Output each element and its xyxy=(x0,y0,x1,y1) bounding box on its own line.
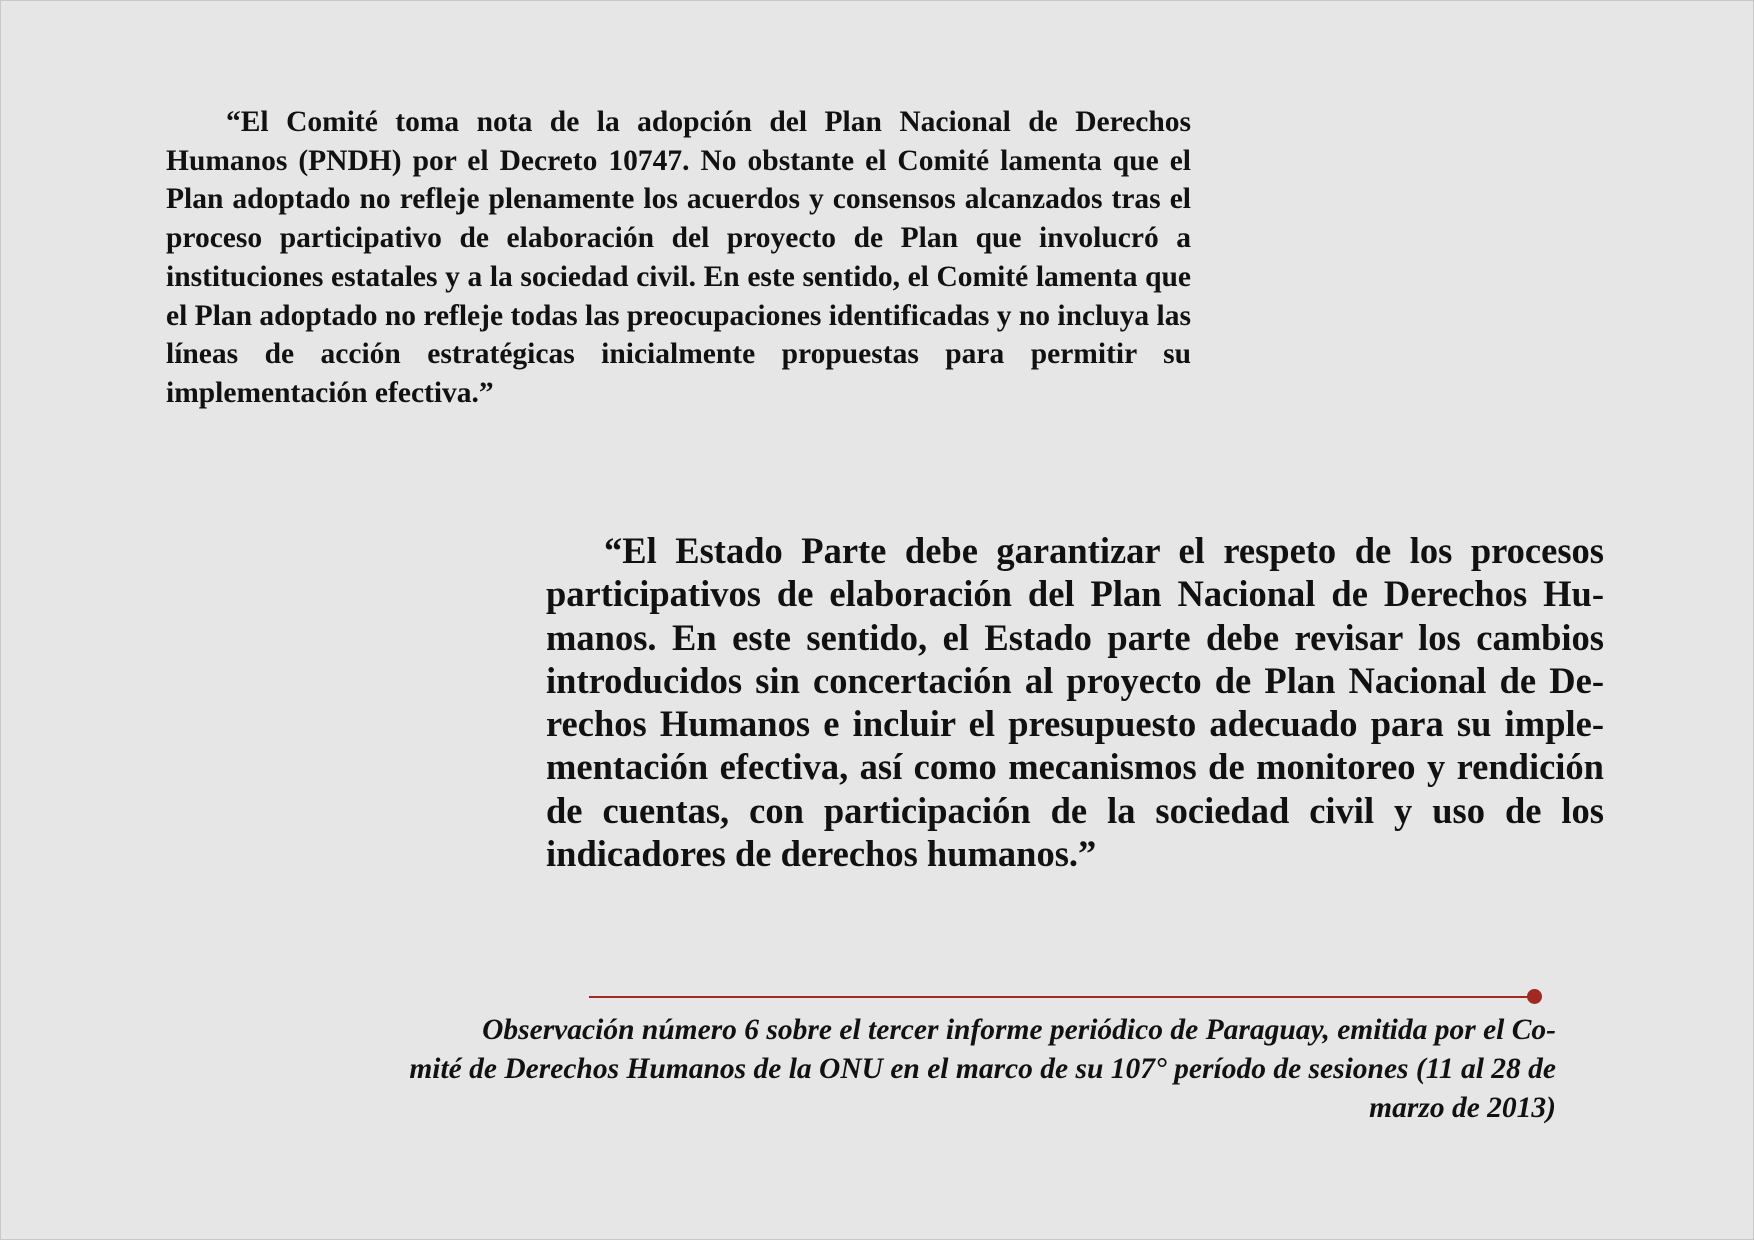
citation-divider-line xyxy=(589,996,1537,998)
committee-note-quote: “El Comité toma nota de la adopción del Plan Nacional de Derechos Humanos (PNDH) por el Decreto 10747. No obstante el Comité lamenta que el Plan adoptado no refleje plenamente los acuerdos y consensos alcanzados tras el proceso participativo de elaboración del proyecto de Plan que involucró a instituciones estatales y a la sociedad civil. En este sentido, el Comité lamenta que el Plan adoptado no refleje todas las preocupaciones identificadas y no incluya las líneas de acción estratégicas inicialmente propuestas para permitir su implementación efectiva.” xyxy=(166,106,1191,409)
citation-line-1: Observación número 6 sobre el tercer informe periódico de Paraguay, emitida por el Co- xyxy=(482,1014,1556,1046)
citation-line-3: marzo de 2013) xyxy=(1369,1092,1556,1124)
divider-dot-icon xyxy=(1527,989,1542,1004)
state-recommendation-quote: “El Estado Parte debe garantizar el respeto de los procesos participativos de elaboración del Plan Nacional de Derechos Humanos. En este sentido, el Estado parte debe revisar los cambios introducidos sin concertación al proyecto de Plan Nacional de Derechos Humanos e incluir el presupuesto adecuado para su implementación efectiva, así como mecanismos de monitoreo y rendición de cuentas, con participación de la sociedad civil y uso de los indicadores de derechos humanos.” xyxy=(546,530,1604,875)
citation-text xyxy=(241,1011,1556,1128)
citation-line-2: mité de Derechos Humanos de la ONU en el marco de su 107° período de sesiones (11 al 28 de xyxy=(409,1053,1556,1085)
